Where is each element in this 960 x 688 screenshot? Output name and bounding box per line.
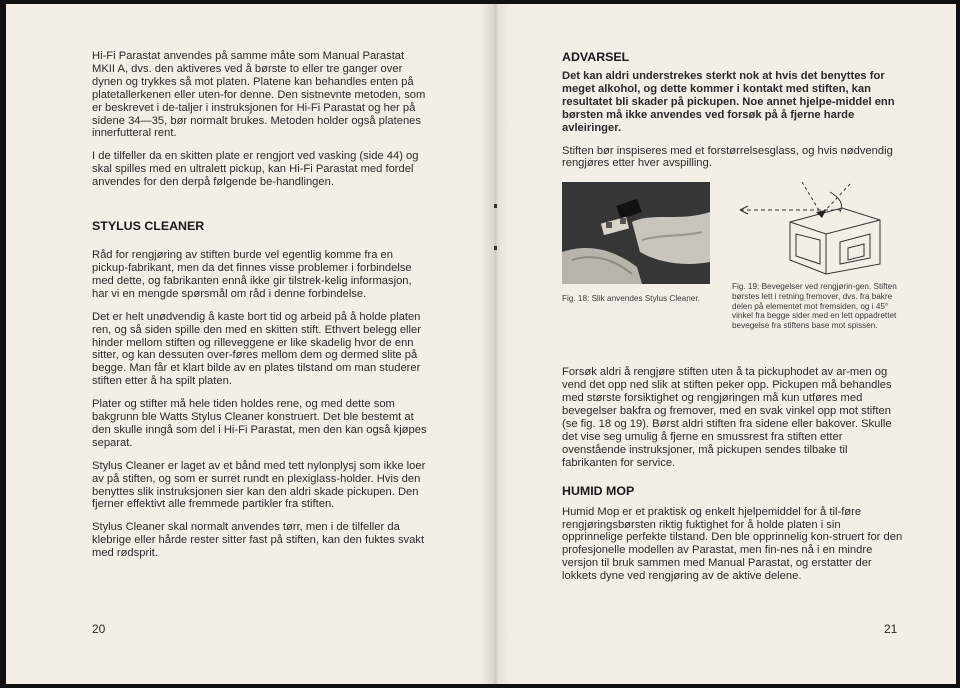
book-gutter [480, 4, 510, 684]
paragraph: Hi-Fi Parastat anvendes på samme måte som Manual Parastat MKII A, dvs. den aktiveres ved å børste to eller tre ganger over dynen og trykkes så mot platen. Platene kan behandles enten på platetallerkenen eller uten-for denne. Den sistnevnte metoden, som er beskrevet i de-taljer i instruksjonen for Hi-Fi Parastat og her på sidene 34—35, bør normalt brukes. Metoden holder også platenes innerfutteral rent. [92, 50, 426, 140]
gutter-mark [494, 204, 497, 208]
gutter-mark [494, 246, 497, 250]
paragraph: Humid Mop er et praktisk og enkelt hjelpemiddel for å til-føre rengjøringsbørsten riktig fuktighet for å holde platen i sin opprinnelige perfekte tilstand. Den ble opprinnelig kon-struert for den profesjonelle modellen av Parastat, men fin-nes nå i en mindre versjon til bruk sammen med Manual Parastat, og erstatter der lokkets dyne ved rengjøring av de aktive delene. [562, 505, 903, 583]
book-spread [6, 4, 956, 684]
page-number: 20 [92, 622, 106, 636]
warning-heading: ADVARSEL [562, 50, 630, 64]
paragraph: Stiften bør inspiseres med et forstørrelsesglass, og hvis nødvendig rengjøres etter hver avspilling. [562, 144, 893, 170]
paragraph: Stylus Cleaner er laget av et bånd med tett nylonplysj som ikke loer av på stiften, og som er surret rundt en plexiglass-holder. Hvis den benyttes slik instruksjonen sier kan den aldri skade pickupen. Den fjerner effektivt alle fremmede partikler fra stiften. [92, 459, 426, 511]
right-page [562, 50, 904, 593]
paragraph: Stylus Cleaner skal normalt anvendes tørr, men i de tilfeller da klebrige eller hårde rester sitter fast på stiften, kan den fuktes svakt med rødsprit. [92, 521, 425, 560]
fig19-drawing [730, 182, 902, 282]
paragraph: Det er helt unødvendig å kaste bort tid og arbeid på å holde platen ren, og så siden spille den med en skitten stift. Ethvert belegg eller hinder mellom stiften og rilleveggene er like skadelig hvor de enn sitter, og kan dessuten over-føres mellom dem og dermed slite på begge. Man får et klart bilde av en plates tilstand om man studerer stiften etter å ha spilt platen. [92, 310, 421, 388]
fig18-photo [562, 182, 710, 284]
paragraph: Plater og stifter må hele tiden holdes rene, og med dette som bakgrunn ble Watts Stylus Cleaner konstruert. Det ble bestemt at den skulle inngå som del i Hi-Fi Parastat, men den kan også kjøpes separat. [92, 398, 427, 449]
paragraph: Råd for rengjøring av stiften burde vel egentlig komme fra en pickup-fabrikant, men da det finnes visse problemer i forbindelse med dette, og fabrikanten ennå ikke gir tilstrek-kelig informasjon, har vi en mengde spørsmål om råd i denne forbindelse. [92, 249, 412, 300]
page-number: 21 [884, 622, 898, 636]
paragraph: Forsøk aldri å rengjøre stiften uten å ta pickuphodet av ar-men og vend det opp ned slik at stiften peker opp. Pickupen må behandles med største forsiktighet og rengjøringen må kun utføres med bevegelser bakfra og fremover, med en svak vinkel opp mot stiften (se fig. 18 og 19). Børst aldri stiften fra sidene eller bakover. Skulle det vise seg umulig å fjerne en smussrest fra stiften etter ovenstående instruksjoner, må pickupen sendes tilbake til fabrikanten for service. [562, 366, 892, 469]
paragraph: I de tilfeller da en skitten plate er rengjort ved vasking (side 44) og skal spilles med en ultralett pickup, kan Hi-Fi Parastat med fordel anvendes for den derpå følgende be-handlingen. [92, 150, 419, 189]
fig18-caption: Fig. 18: Slik anvendes Stylus Cleaner. [562, 294, 700, 304]
section-heading: HUMID MOP [562, 483, 635, 498]
figures [562, 182, 904, 352]
left-page [92, 50, 430, 570]
fig19-caption: Fig. 19: Bevegelser ved rengjørin-gen. Stiften børstes lett i retning fremover, dvs. fra bakre delen på elementet mot fremsiden, og i 45° vinkel fra begge sider med en lett oppadrettet bevegelse fra stiftens base mot spissen. [732, 282, 897, 330]
section-heading: STYLUS CLEANER [92, 219, 205, 234]
warning-text: Det kan aldri understrekes sterkt nok at hvis det benyttes for meget alkohol, og dette kommer i kontakt med stiften, kan resultatet bli skader på pickupen. Noe annet hjelpe-middel enn børsten må ikke anvendes ved forsøk på å fjerne harde avleiringer. [562, 70, 895, 134]
